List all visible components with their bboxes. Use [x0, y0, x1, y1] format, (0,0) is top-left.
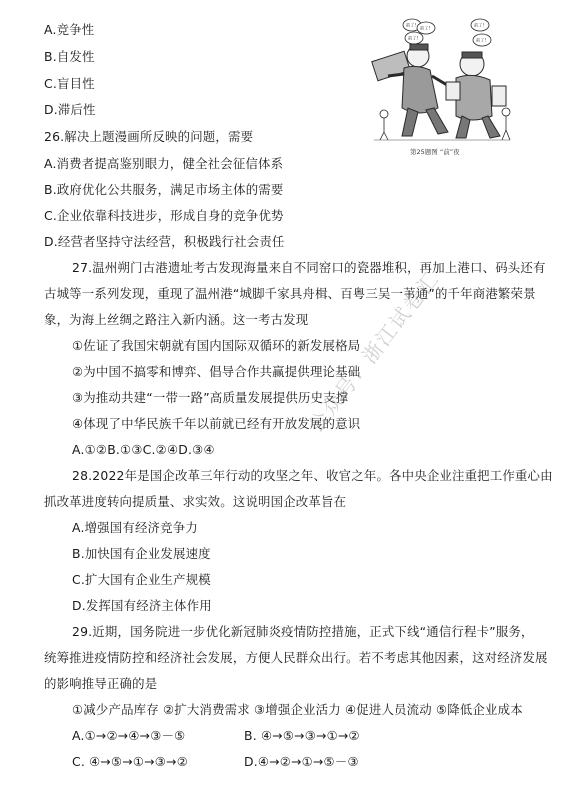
q29-option-b: B. ④→⑤→③→①→② — [244, 728, 360, 743]
q28-option-a: A.增强国有经济竞争力 — [72, 520, 198, 535]
q29-option-c: C. ④→⑤→①→③→② — [72, 754, 188, 769]
watermark: 公众号：浙江试卷汇 — [303, 266, 444, 438]
q28-stem-line-1: 28.2022年是国企改革三年行动的攻坚之年、收官之年。各中央企业注重把工作重心由 — [72, 468, 553, 483]
q26-option-c: C.企业依靠科技进步，形成自身的竞争优势 — [44, 208, 284, 223]
comic-caption: 第25题图 “前”夜 — [410, 148, 460, 156]
q26-option-b: B.政府优化公共服务，满足市场主体的需要 — [44, 182, 284, 197]
q28-option-c: C.扩大国有企业生产规模 — [72, 572, 211, 587]
q29-items: ①减少产品库存 ②扩大消费需求 ③增强企业活力 ④促进人员流动 ⑤降低企业成本 — [72, 702, 523, 717]
q29-option-a: A.①→②→④→③－⑤ — [72, 728, 186, 743]
q25-option-c: C.盲目性 — [44, 76, 95, 91]
q27-answer-options: A.①②B.①③C.②④D.③④ — [72, 442, 215, 457]
q27-stem-line-3: 象，为海上丝绸之路注入新内涵。这一考古发现 — [44, 312, 309, 327]
q27-item-3: ③为推动共建“一带一路”高质量发展提供历史支撑 — [72, 390, 349, 405]
q28-stem-line-2: 抓改革进度转向提质量、求实效。这说明国企改革旨在 — [44, 494, 347, 509]
q26-stem: 26.解决上题漫画所反映的问题，需要 — [44, 129, 254, 144]
q26-option-a: A.消费者提高鉴别眼力，健全社会征信体系 — [44, 156, 284, 171]
bubble-text: 前了! — [406, 22, 417, 28]
q26-option-d: D.经营者坚持守法经营，积极践行社会责任 — [44, 234, 285, 249]
q25-option-b: B.自发性 — [44, 49, 95, 64]
q27-item-4: ④体现了中华民族千年以前就已经有开放发展的意识 — [72, 416, 361, 431]
q27-item-1: ①佐证了我国宋朝就有国内国际双循环的新发展格局 — [72, 338, 361, 353]
bubble-text: 前了! — [474, 22, 485, 28]
bubble-text: 前了! — [476, 37, 487, 43]
q28-option-b: B.加快国有企业发展速度 — [72, 546, 211, 561]
q29-option-d: D.④→②→①→⑤－③ — [244, 754, 359, 769]
q28-option-d: D.发挥国有经济主体作用 — [72, 598, 212, 613]
q29-stem-line-3: 的影响推导正确的是 — [44, 676, 158, 691]
q27-stem-line-1: 27.温州朔门古港遗址考古发现海量来自不同窑口的瓷器堆积，再加上港口、码头还有 — [72, 260, 546, 275]
bubble-text: 前了! — [420, 25, 431, 31]
q25-option-d: D.滞后性 — [44, 102, 96, 117]
q29-stem-line-2: 统筹推进疫情防控和经济社会发展，方便人民群众出行。若不考虑其他因素，这对经济发展 — [44, 650, 548, 665]
q27-item-2: ②为中国不搞零和博弈、倡导合作共赢提供理论基础 — [72, 364, 361, 379]
bubble-text: 前了! — [408, 35, 419, 41]
q29-stem-line-1: 29.近期，国务院进一步优化新冠肺炎疫情防控措施，正式下线“通信行程卡”服务， — [72, 624, 534, 639]
q25-option-a: A.竞争性 — [44, 22, 95, 37]
q27-stem-line-2: 古城等一系列发现，重现了温州港“城脚千家具舟楫、百粤三吴一苇通”的千年商港繁荣景 — [44, 286, 536, 301]
comic-illustration — [368, 16, 516, 148]
